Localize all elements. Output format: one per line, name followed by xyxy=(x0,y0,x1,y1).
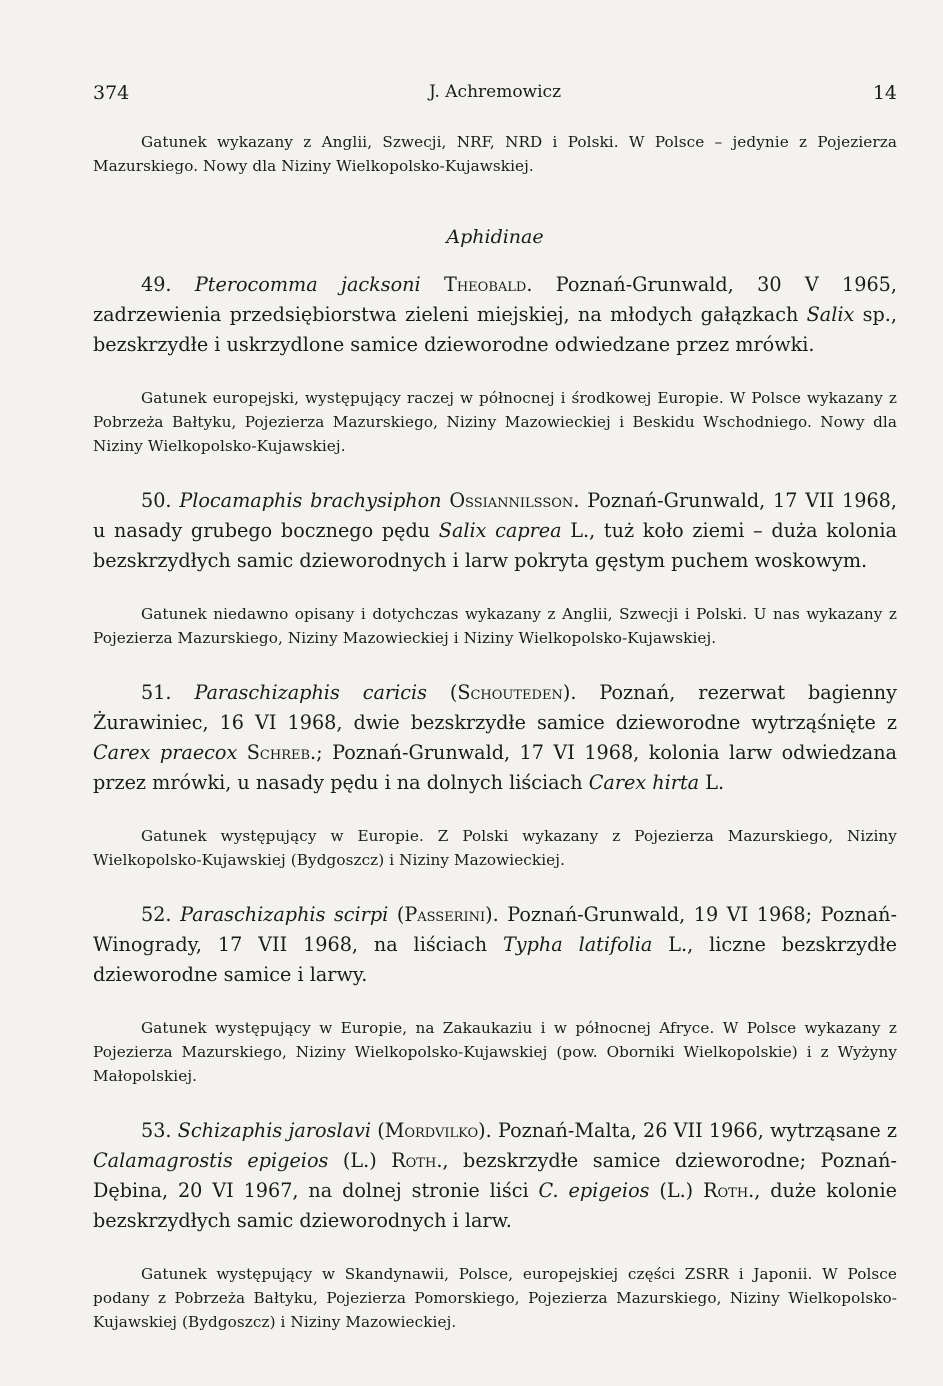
entry-52-text-0: ( xyxy=(388,903,405,926)
entry-53-text-2: (L.) xyxy=(328,1149,392,1172)
entry-49 xyxy=(93,270,897,360)
entry-50-number: 50. xyxy=(141,489,172,512)
entry-51-species: Paraschizaphis caricis xyxy=(194,681,427,704)
document-page xyxy=(93,82,897,1334)
entry-51-author: Schouteden xyxy=(457,681,563,704)
entry-53-author-2: Roth. xyxy=(391,1149,443,1172)
entry-52-text-1: ). Poznań-Grunwald, 19 VI 1968; Poznań-Winogrady, 17 VII 1968, na liściach xyxy=(93,903,897,956)
entry-50-text-1: . Poznań-Grunwald, 17 VII 1968, u nasady grubego bocznego pędu xyxy=(93,489,897,542)
entry-53-author-3: Roth. xyxy=(703,1179,755,1202)
entry-52-text-2: L., liczne bezskrzydłe dzieworodne samice i larwy. xyxy=(93,933,897,986)
entry-49-author: Theobald xyxy=(444,273,527,296)
running-author: J. Achremowicz xyxy=(428,82,562,102)
entry-49-host-1: Salix xyxy=(806,303,855,326)
entry-50-author: Ossiannilsson xyxy=(449,489,574,512)
entry-49-note: Gatunek europejski, występujący raczej w północnej i środkowej Europie. W Polsce wykazany z Pobrzeża Bałtyku, Pojezierza Mazurskiego, Niziny Mazowieckiej i Beskidu Wschodniego. Nowy dla Niziny Wielkopolsko-Kujawskiej. xyxy=(93,389,897,455)
entry-51-text-2: ; Poznań-Grunwald, 17 VI 1968, kolonia larw odwiedzana przez mrówki, u nasady pędu i na dolnych liściach xyxy=(93,741,897,794)
entry-51 xyxy=(93,678,897,798)
entry-50-text-2: L., tuż koło ziemi – duża kolonia bezskrzydłych samic dzieworodnych i larw pokryta gęstym puchem woskowym. xyxy=(93,519,898,572)
entry-52 xyxy=(93,900,897,990)
entry-53-text-4: (L.) xyxy=(649,1179,704,1202)
entry-52-note: Gatunek występujący w Europie, na Zakaukaziu i w północnej Afryce. W Polsce wykazany z Pojezierza Mazurskiego, Niziny Wielkopolsko-Kujawskiej (pow. Oborniki Wielkopolskie) i z Wyżyny Małopolskiej. xyxy=(93,1019,897,1085)
entry-50 xyxy=(93,486,897,576)
entry-53-host-1: Calamagrostis epigeios xyxy=(93,1149,329,1172)
entry-49-text-2: sp., bezskrzydłe i uskrzydlone samice dzieworodne odwiedzane przez mrówki. xyxy=(93,303,897,356)
entry-52-species: Paraschizaphis scirpi xyxy=(180,903,389,926)
entry-50-host-1: Salix caprea xyxy=(438,519,562,542)
entry-53-host-2: C. epigeios xyxy=(538,1179,650,1202)
entry-53-author: Mordvilko xyxy=(384,1119,479,1142)
section-heading: Aphidinae xyxy=(446,226,544,248)
entry-51-note: Gatunek występujący w Europie. Z Polski wykazany z Pojezierza Mazurskiego, Niziny Wielkopolsko-Kujawskiej (Bydgoszcz) i Niziny Mazowieckiej. xyxy=(93,827,897,869)
note-previous-species: Gatunek wykazany z Anglii, Szwecji, NRF, NRD i Polski. W Polsce – jedynie z Pojezierza Mazurskiego. Nowy dla Niziny Wielkopolsko-Kujawskiej. xyxy=(93,133,897,175)
entry-53 xyxy=(93,1116,897,1236)
entry-52-host-1: Typha latifolia xyxy=(502,933,653,956)
entry-53-text-1: ). Poznań-Malta, 26 VII 1966, wytrząsane z xyxy=(478,1119,897,1142)
entry-51-text-1: ). Poznań, rezerwat bagienny Żurawiniec, 16 VI 1968, dwie bezskrzydłe samice dzieworodne wytrząśnięte z xyxy=(93,681,897,734)
running-header xyxy=(93,82,897,112)
entry-51-space xyxy=(237,741,246,764)
entry-49-text-1: . Poznań-Grunwald, 30 V 1965, zadrzewienia przedsiębiorstwa zieleni miejskiej, na młodych gałązkach xyxy=(93,273,897,326)
entry-50-note: Gatunek niedawno opisany i dotychczas wykazany z Anglii, Szwecji i Polski. U nas wykazany z Pojezierza Mazurskiego, Niziny Mazowieckiej i Niziny Wielkopolsko-Kujawskiej. xyxy=(93,605,897,647)
entry-51-host-2: Carex hirta xyxy=(588,771,700,794)
page-number-right: 14 xyxy=(872,82,897,104)
entry-51-author-2: Schreb. xyxy=(246,741,317,764)
entry-51-text-0: ( xyxy=(426,681,458,704)
entry-51-host-1: Carex praecox xyxy=(93,741,238,764)
entry-51-text-3: L. xyxy=(699,771,725,794)
entry-49-species: Pterocomma jacksoni xyxy=(194,273,421,296)
page-number-left: 374 xyxy=(93,82,130,104)
entry-52-author: Passerini xyxy=(404,903,486,926)
entry-53-species: Schizaphis jaroslavi xyxy=(177,1119,371,1142)
entry-49-number: 49. xyxy=(141,273,172,296)
entry-53-number: 53. xyxy=(141,1119,172,1142)
entry-53-text-5: , duże kolonie bezskrzydłych samic dzieworodnych i larw. xyxy=(93,1179,897,1232)
entry-53-note: Gatunek występujący w Skandynawii, Polsce, europejskiej części ZSRR i Japonii. W Polsce podany z Pobrzeża Bałtyku, Pojezierza Pomorskiego, Pojezierza Mazurskiego, Niziny Wielkopolsko-Kujawskiej (Bydgoszcz) i Niziny Mazowieckiej. xyxy=(93,1265,897,1331)
entry-53-text-0: ( xyxy=(371,1119,385,1142)
entry-51-number: 51. xyxy=(141,681,172,704)
entry-52-number: 52. xyxy=(141,903,172,926)
entry-50-species: Plocamaphis brachysiphon xyxy=(179,489,442,512)
entry-53-text-3: , bezskrzydłe samice dzieworodne; Poznań-Dębina, 20 VI 1967, na dolnej stronie liści xyxy=(93,1149,897,1202)
